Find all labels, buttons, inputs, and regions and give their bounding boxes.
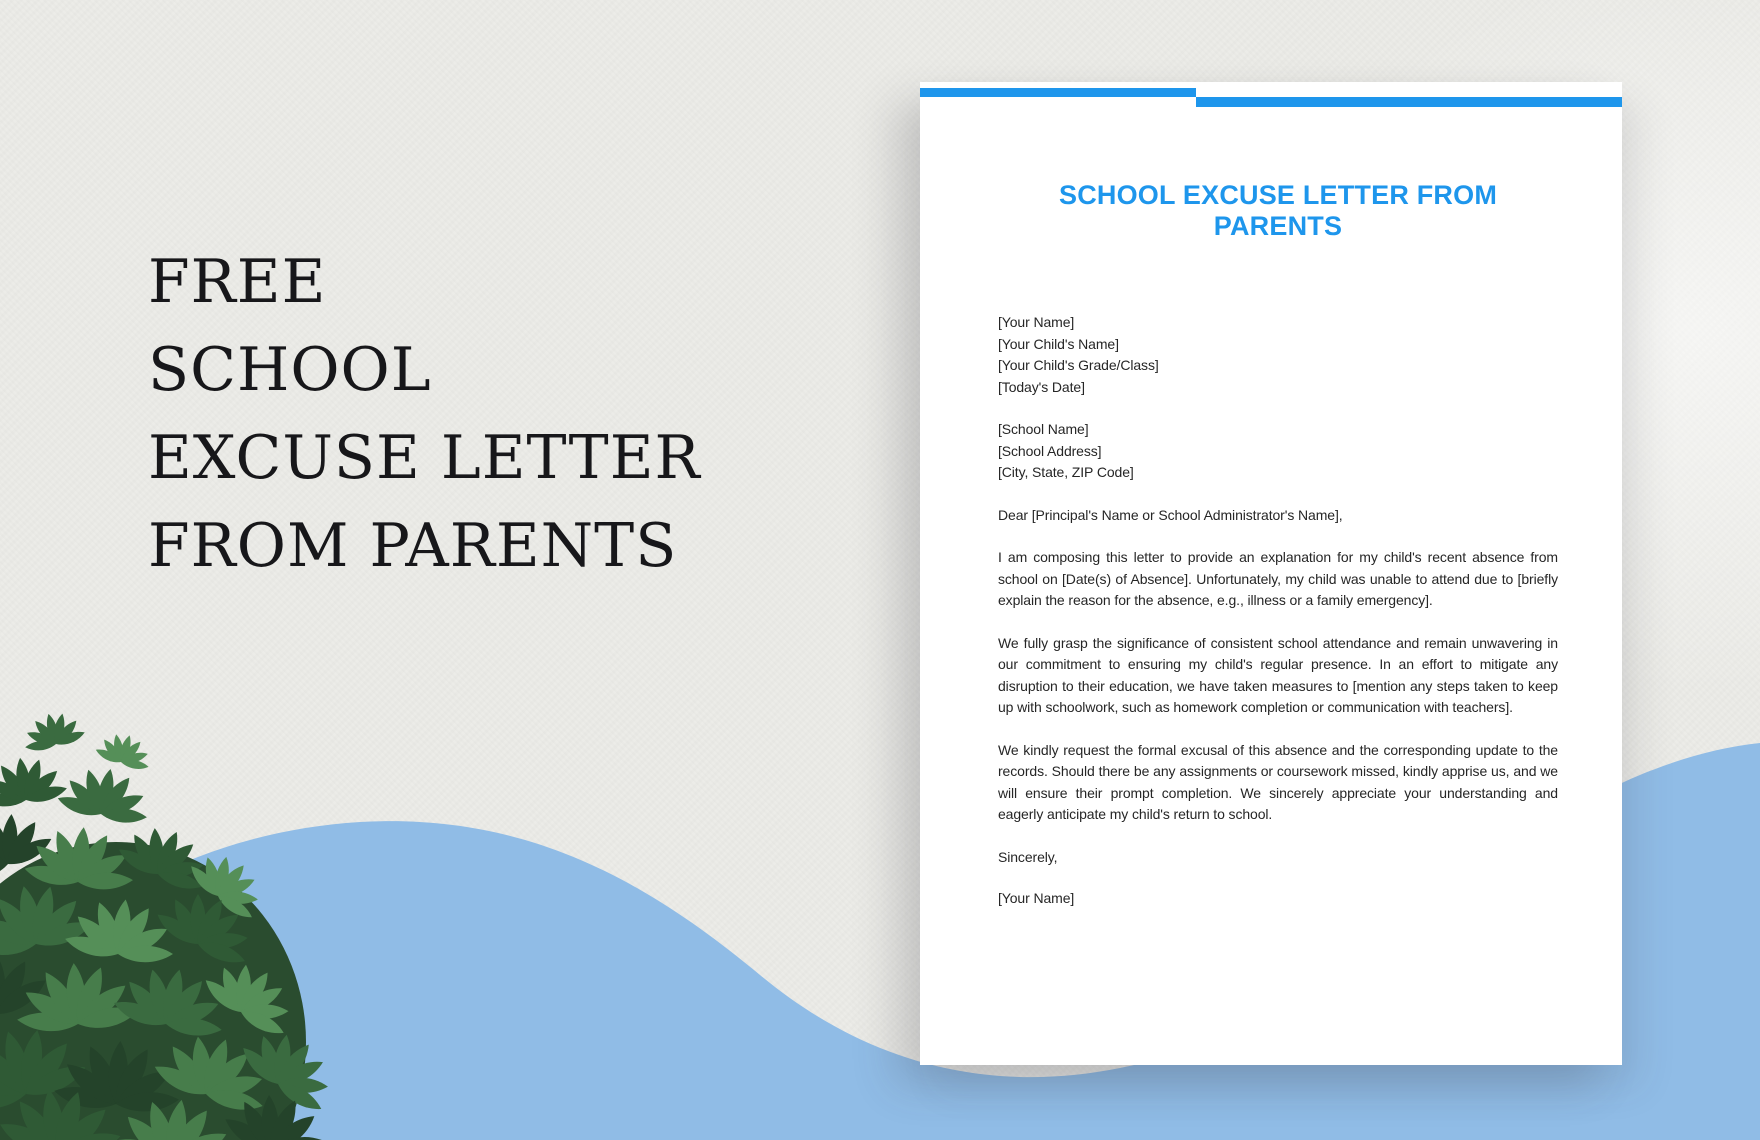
paragraph-excusal-request: We kindly request the formal excusal of this absence and the corresponding update to the records. Should there be any assignments or coursework missed, kindly apprise us, and we will ensure their prompt completion. We sincerely appreciate your understanding and eagerly anticipate my child's return to school.: [998, 741, 1558, 822]
salutation: Dear [Principal's Name or School Administrator's Name],: [998, 506, 1343, 523]
school-block: [998, 419, 1558, 484]
sender-block: [998, 312, 1558, 398]
sender-name: [Your Name]: [998, 314, 1075, 330]
plant-decoration: [0, 682, 376, 1140]
paragraph-absence-explanation: I am composing this letter to provide an explanation for my child's recent absence from school on [Date(s) of Absence]. Unfortunately, my child was unable to attend due to [briefly explain the reason for the absence, e.g., illness or a family emergency].: [998, 549, 1558, 608]
school-address: [School Address]: [998, 442, 1102, 459]
school-name: [School Name]: [998, 421, 1089, 437]
hero-headline: [148, 238, 701, 590]
paragraph-attendance-commitment: We fully grasp the significance of consistent school attendance and remain unwavering in our commitment to ensuring my child's regular presence. In an effort to mitigate any disruption to their education, we have taken measures to [mention any steps taken to keep up with schoolwork, such as homework completion or communication with teachers].: [998, 634, 1558, 715]
hero-line-1: FREE: [148, 247, 327, 317]
hero-line-2: SCHOOL: [148, 335, 432, 405]
school-city-state-zip: [City, State, ZIP Code]: [998, 464, 1134, 480]
letter-document: [920, 82, 1622, 1065]
signature-name: [Your Name]: [998, 890, 1075, 906]
hero-line-4: FROM PARENTS: [148, 511, 678, 581]
child-name: [Your Child's Name]: [998, 335, 1119, 352]
closing: Sincerely,: [998, 848, 1058, 865]
letter-content: [920, 82, 1622, 1065]
hero-line-3: EXCUSE LETTER: [148, 423, 701, 493]
letter-title: SCHOOL EXCUSE LETTER FROM PARENTS: [1058, 180, 1498, 241]
letter-date: [Today's Date]: [998, 378, 1085, 395]
letter-body: [998, 312, 1558, 910]
child-grade: [Your Child's Grade/Class]: [998, 357, 1159, 373]
